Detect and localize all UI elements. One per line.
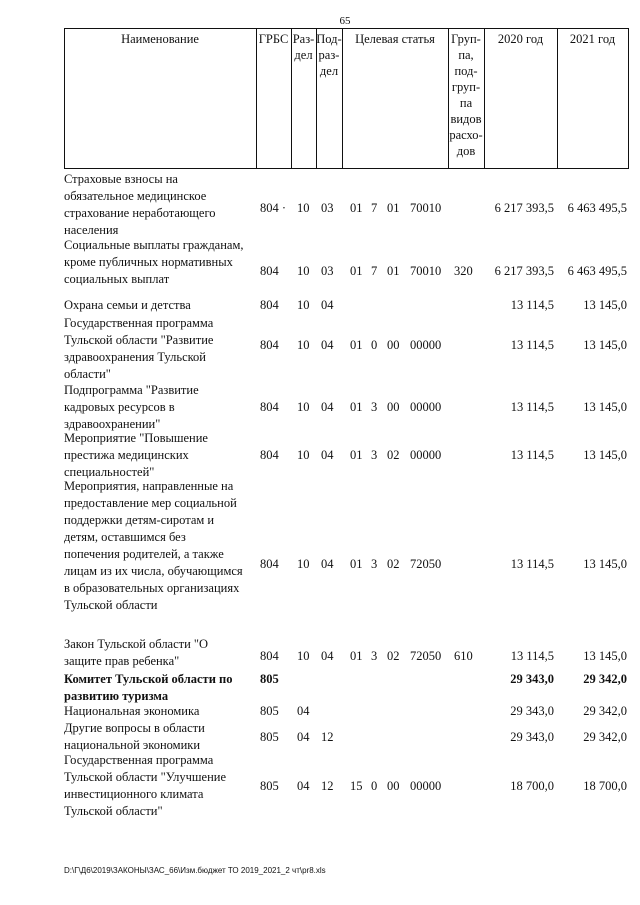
row-razdel: 04 — [297, 779, 310, 793]
header-group: Груп- па, под- груп- па видов расхо- дов — [449, 32, 483, 158]
row-podrazdel: 03 — [321, 264, 334, 278]
row-name: Страховые взносы на обязательное медицинское страхование неработающего населения — [64, 172, 216, 237]
table-header — [64, 28, 629, 168]
row-name: Другие вопросы в области национальной экономики — [64, 721, 205, 752]
header-grbs: ГРБС — [258, 32, 289, 46]
row-target-direction: 72050 — [410, 557, 442, 571]
row-razdel: 10 — [297, 400, 310, 414]
row-amount-2020: 6 217 393,5 — [494, 201, 554, 215]
row-target-program: 01 — [350, 264, 363, 278]
row-target-program: 01 — [350, 448, 363, 462]
row-grbs: 805 — [260, 704, 279, 718]
row-target-subprogram: 3 — [371, 448, 378, 462]
row-razdel: 10 — [297, 298, 310, 312]
row-target-event: 00 — [387, 779, 400, 793]
row-grbs: 804 — [260, 264, 279, 278]
row-target-subprogram: 7 — [371, 264, 378, 278]
row-expense-group: 610 — [454, 649, 473, 663]
header-razdel: Раз- дел — [292, 32, 315, 62]
row-target-direction: 70010 — [410, 201, 442, 215]
row-amount-2021: 13 145,0 — [583, 557, 627, 571]
row-name: Мероприятие "Повышение престижа медицинских специальностей" — [64, 431, 208, 479]
row-target-subprogram: 3 — [371, 400, 378, 414]
row-target-subprogram: 0 — [371, 338, 378, 352]
header-2020: 2020 год — [497, 32, 544, 46]
row-name: Комитет Тульской области по развитию туризма — [64, 672, 233, 703]
row-podrazdel: 04 — [321, 400, 334, 414]
row-target-subprogram: 3 — [371, 557, 378, 571]
row-target-event: 02 — [387, 557, 400, 571]
row-name: Охрана семьи и детства — [64, 298, 191, 312]
page-number: 65 — [339, 15, 351, 27]
row-name: Государственная программа Тульской области "Улучшение инвестиционного климата Тульской области" — [64, 753, 227, 818]
row-target-direction: 00000 — [410, 448, 442, 462]
row-podrazdel: 04 — [321, 448, 334, 462]
row-target-event: 00 — [387, 400, 400, 414]
row-name: Социальные выплаты гражданам, кроме публичных нормативных социальных выплат — [64, 238, 244, 286]
row-target-event: 01 — [387, 201, 400, 215]
row-target-subprogram: 3 — [371, 649, 378, 663]
row-target-event: 01 — [387, 264, 400, 278]
row-amount-2021: 13 145,0 — [583, 400, 627, 414]
row-grbs: 804 — [260, 338, 279, 352]
header-podrazdel: Под- раз- дел — [316, 32, 342, 78]
row-amount-2021: 13 145,0 — [583, 448, 627, 462]
row-amount-2021: 13 145,0 — [583, 338, 627, 352]
row-target-direction: 70010 — [410, 264, 442, 278]
row-podrazdel: 04 — [321, 557, 334, 571]
row-target-event: 02 — [387, 448, 400, 462]
row-razdel: 10 — [297, 557, 310, 571]
row-razdel: 10 — [297, 649, 310, 663]
row-razdel: 10 — [297, 264, 310, 278]
row-amount-2021: 18 700,0 — [583, 779, 627, 793]
row-podrazdel: 12 — [321, 779, 334, 793]
row-razdel: 10 — [297, 448, 310, 462]
row-grbs: 804 — [260, 557, 279, 571]
row-name: Закон Тульской области "О защите прав ребенка" — [64, 637, 209, 668]
row-razdel: 10 — [297, 338, 310, 352]
row-target-program: 01 — [350, 338, 363, 352]
header-target: Целевая статья — [355, 32, 435, 46]
row-amount-2020: 18 700,0 — [510, 779, 554, 793]
row-target-program: 01 — [350, 201, 363, 215]
row-amount-2020: 13 114,5 — [510, 338, 554, 352]
row-amount-2021: 29 342,0 — [583, 672, 627, 686]
row-grbs: 805 — [260, 779, 279, 793]
row-amount-2021: 29 342,0 — [583, 730, 627, 744]
row-target-event: 00 — [387, 338, 400, 352]
row-target-direction: 00000 — [410, 400, 442, 414]
row-amount-2021: 29 342,0 — [583, 704, 627, 718]
row-razdel: 10 — [297, 201, 310, 215]
row-podrazdel: 12 — [321, 730, 334, 744]
row-name: Подпрограмма "Развитие кадровых ресурсов в здравоохранении" — [64, 383, 199, 431]
row-target-direction: 72050 — [410, 649, 442, 663]
row-target-program: 01 — [350, 400, 363, 414]
row-target-event: 02 — [387, 649, 400, 663]
header-2021: 2021 год — [569, 32, 616, 46]
row-grbs: 804 — [260, 448, 279, 462]
row-amount-2020: 13 114,5 — [510, 448, 554, 462]
row-amount-2020: 29 343,0 — [510, 704, 554, 718]
row-grbs: 804 — [260, 400, 279, 414]
header-name: Наименование — [121, 32, 199, 46]
row-target-program: 15 — [350, 779, 363, 793]
row-podrazdel: 04 — [321, 649, 334, 663]
row-name: Национальная экономика — [64, 704, 200, 718]
row-name: Государственная программа Тульской области "Развитие здравоохранения Тульской области" — [64, 316, 214, 381]
row-target-subprogram: 7 — [371, 201, 378, 215]
row-grbs: 805 — [260, 672, 279, 686]
row-name: Мероприятия, направленные на предоставление мер социальной поддержки детям-сиротам и детям, оставшимся без попечения родителей, а также лицам из их числа, обучающимся в образовательных организациях Тульской области — [64, 479, 243, 612]
row-expense-group: 320 — [454, 264, 473, 278]
row-razdel: 04 — [297, 730, 310, 744]
row-amount-2020: 13 114,5 — [510, 649, 554, 663]
row-target-program: 01 — [350, 557, 363, 571]
row-amount-2020: 13 114,5 — [510, 557, 554, 571]
row-grbs: 804 — [260, 298, 279, 312]
row-amount-2020: 29 343,0 — [510, 730, 554, 744]
row-grbs: 805 — [260, 730, 279, 744]
row-amount-2021: 13 145,0 — [583, 649, 627, 663]
row-amount-2020: 29 343,0 — [510, 672, 554, 686]
row-grbs: 804 · — [260, 201, 287, 215]
row-target-subprogram: 0 — [371, 779, 378, 793]
row-amount-2021: 13 145,0 — [583, 298, 627, 312]
file-path-footer: D:\Г\Д6\2019\ЗАКОНЫ\ЗАС_66\Изм.бюджет ТО 2019_2021_2 чт\pr8.xls — [64, 866, 326, 875]
row-amount-2020: 13 114,5 — [510, 298, 554, 312]
row-razdel: 04 — [297, 704, 310, 718]
row-amount-2021: 6 463 495,5 — [567, 264, 627, 278]
row-amount-2021: 6 463 495,5 — [567, 201, 627, 215]
row-target-direction: 00000 — [410, 338, 442, 352]
row-target-program: 01 — [350, 649, 363, 663]
row-target-direction: 00000 — [410, 779, 442, 793]
row-podrazdel: 04 — [321, 298, 334, 312]
row-amount-2020: 13 114,5 — [510, 400, 554, 414]
row-grbs: 804 — [260, 649, 279, 663]
row-podrazdel: 03 — [321, 201, 334, 215]
row-podrazdel: 04 — [321, 338, 334, 352]
row-amount-2020: 6 217 393,5 — [494, 264, 554, 278]
